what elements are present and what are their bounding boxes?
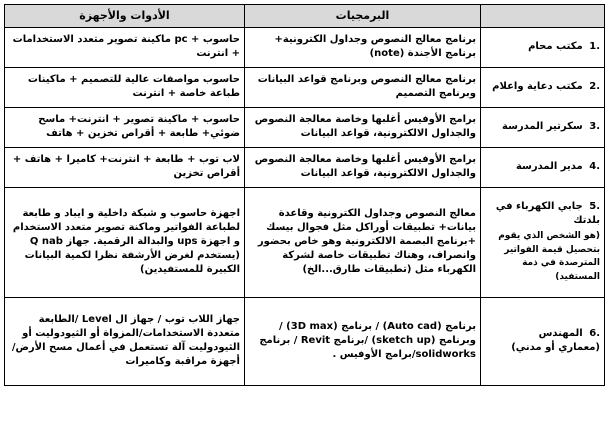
software-cell: معالج النصوص وجداول الكترونية وقاعدة بيانات+ تطبيقات أوراكل مثل فجوال بيسك +برنامج البصمة الالكترونية وهو خاص بحضور وانصراف، وهناك تطبيقات خاصة لشركة الكهرباء مثل (تطبيقات طارق...الخ) [245, 187, 481, 297]
job-title: مدير المدرسة [515, 161, 583, 173]
job-subtitle: (معماري أو مدني) [511, 342, 600, 354]
software-cell: برنامج معالج النصوص وبرنامج قواعد البيانات وبرنامج التصميم [245, 67, 481, 107]
tools-cell: حاسوب + pc ماكينة تصوير متعدد الاستخدامات + انترنت [5, 27, 245, 67]
tools-cell: اجهزة حاسوب و شبكة داخلية و ايباد و طابعة لطباعة الفواتير وماكنة تصوير متعدد الاستخدام و اجهزة ups والبدالة الرقمية. جهاز Q nab (يستخدم لغرض الأرشفة نظرا لكمية البيانات الكبيرة للمستفيدين) [5, 187, 245, 297]
table-row [5, 147, 605, 187]
table-row [5, 67, 605, 107]
row-number: .2 [589, 81, 600, 93]
row-number: .1 [589, 41, 600, 53]
header-software: البرمجيات [245, 5, 481, 28]
header-row [5, 5, 605, 28]
row-number: .4 [589, 161, 600, 173]
tools-cell: جهاز اللاب توب / جهاز ال Level /الطابعة متعددة الاستخدامات/المزواة أو الثيودوليت أو الثيودوليت آلة تستعمل في أعمال مسح الأرض/ أجهزة مراقبة وكاميرات [5, 297, 245, 385]
table-row [5, 27, 605, 67]
software-cell: برامج الأوفيس أغلبها وخاصة معالجة النصوص والجداول الالكترونية، قواعد البيانات [245, 147, 481, 187]
job-title: جابي الكهرباء في بلدتك [495, 200, 600, 227]
row-number: .5 [589, 200, 600, 212]
job-title: مكتب محام [528, 41, 583, 53]
tools-cell: حاسوب مواصفات عالية للتصميم + ماكينات طباعة خاصة + انترنت [5, 67, 245, 107]
job-note: (هو الشخص الذي يقوم بتحصيل قيمة الفواتير المترصدة في ذمة المستفيد) [498, 231, 600, 282]
job-cell [481, 67, 605, 107]
table-row [5, 297, 605, 385]
job-cell [481, 297, 605, 385]
job-cell [481, 27, 605, 67]
job-cell [481, 147, 605, 187]
job-cell [481, 107, 605, 147]
job-title: مكتب دعاية واعلام [492, 81, 583, 93]
header-tools: الأدوات والأجهزة [5, 5, 245, 28]
software-cell: برامج الأوفيس أغلبها وخاصة معالجة النصوص والجداول الالكترونية، قواعد البيانات [245, 107, 481, 147]
careers-table [4, 4, 605, 386]
row-number: .3 [589, 121, 600, 133]
software-cell: برنامج معالج النصوص وجداول الكترونية+ برنامج الأجندة (note) [245, 27, 481, 67]
job-cell [481, 187, 605, 297]
row-number: .6 [589, 327, 600, 339]
tools-cell: لاب توب + طابعة + انترنت+ كاميرا + هاتف + أقراص تخزين [5, 147, 245, 187]
software-cell: برنامج (Auto cad) / برنامج (3D max) / وبرنامج (sketch up) /برنامج Revit / برنامج solidworks/برامج الأوفيس . [245, 297, 481, 385]
job-title: سكرتير المدرسة [502, 121, 583, 133]
job-title: المهندس [538, 327, 583, 339]
table-row [5, 107, 605, 147]
table-row [5, 187, 605, 297]
header-job [481, 5, 605, 28]
tools-cell: حاسوب + ماكينة تصوير + انترنت+ ماسح ضوئي+ طابعة + أقراص تخزين + هاتف [5, 107, 245, 147]
